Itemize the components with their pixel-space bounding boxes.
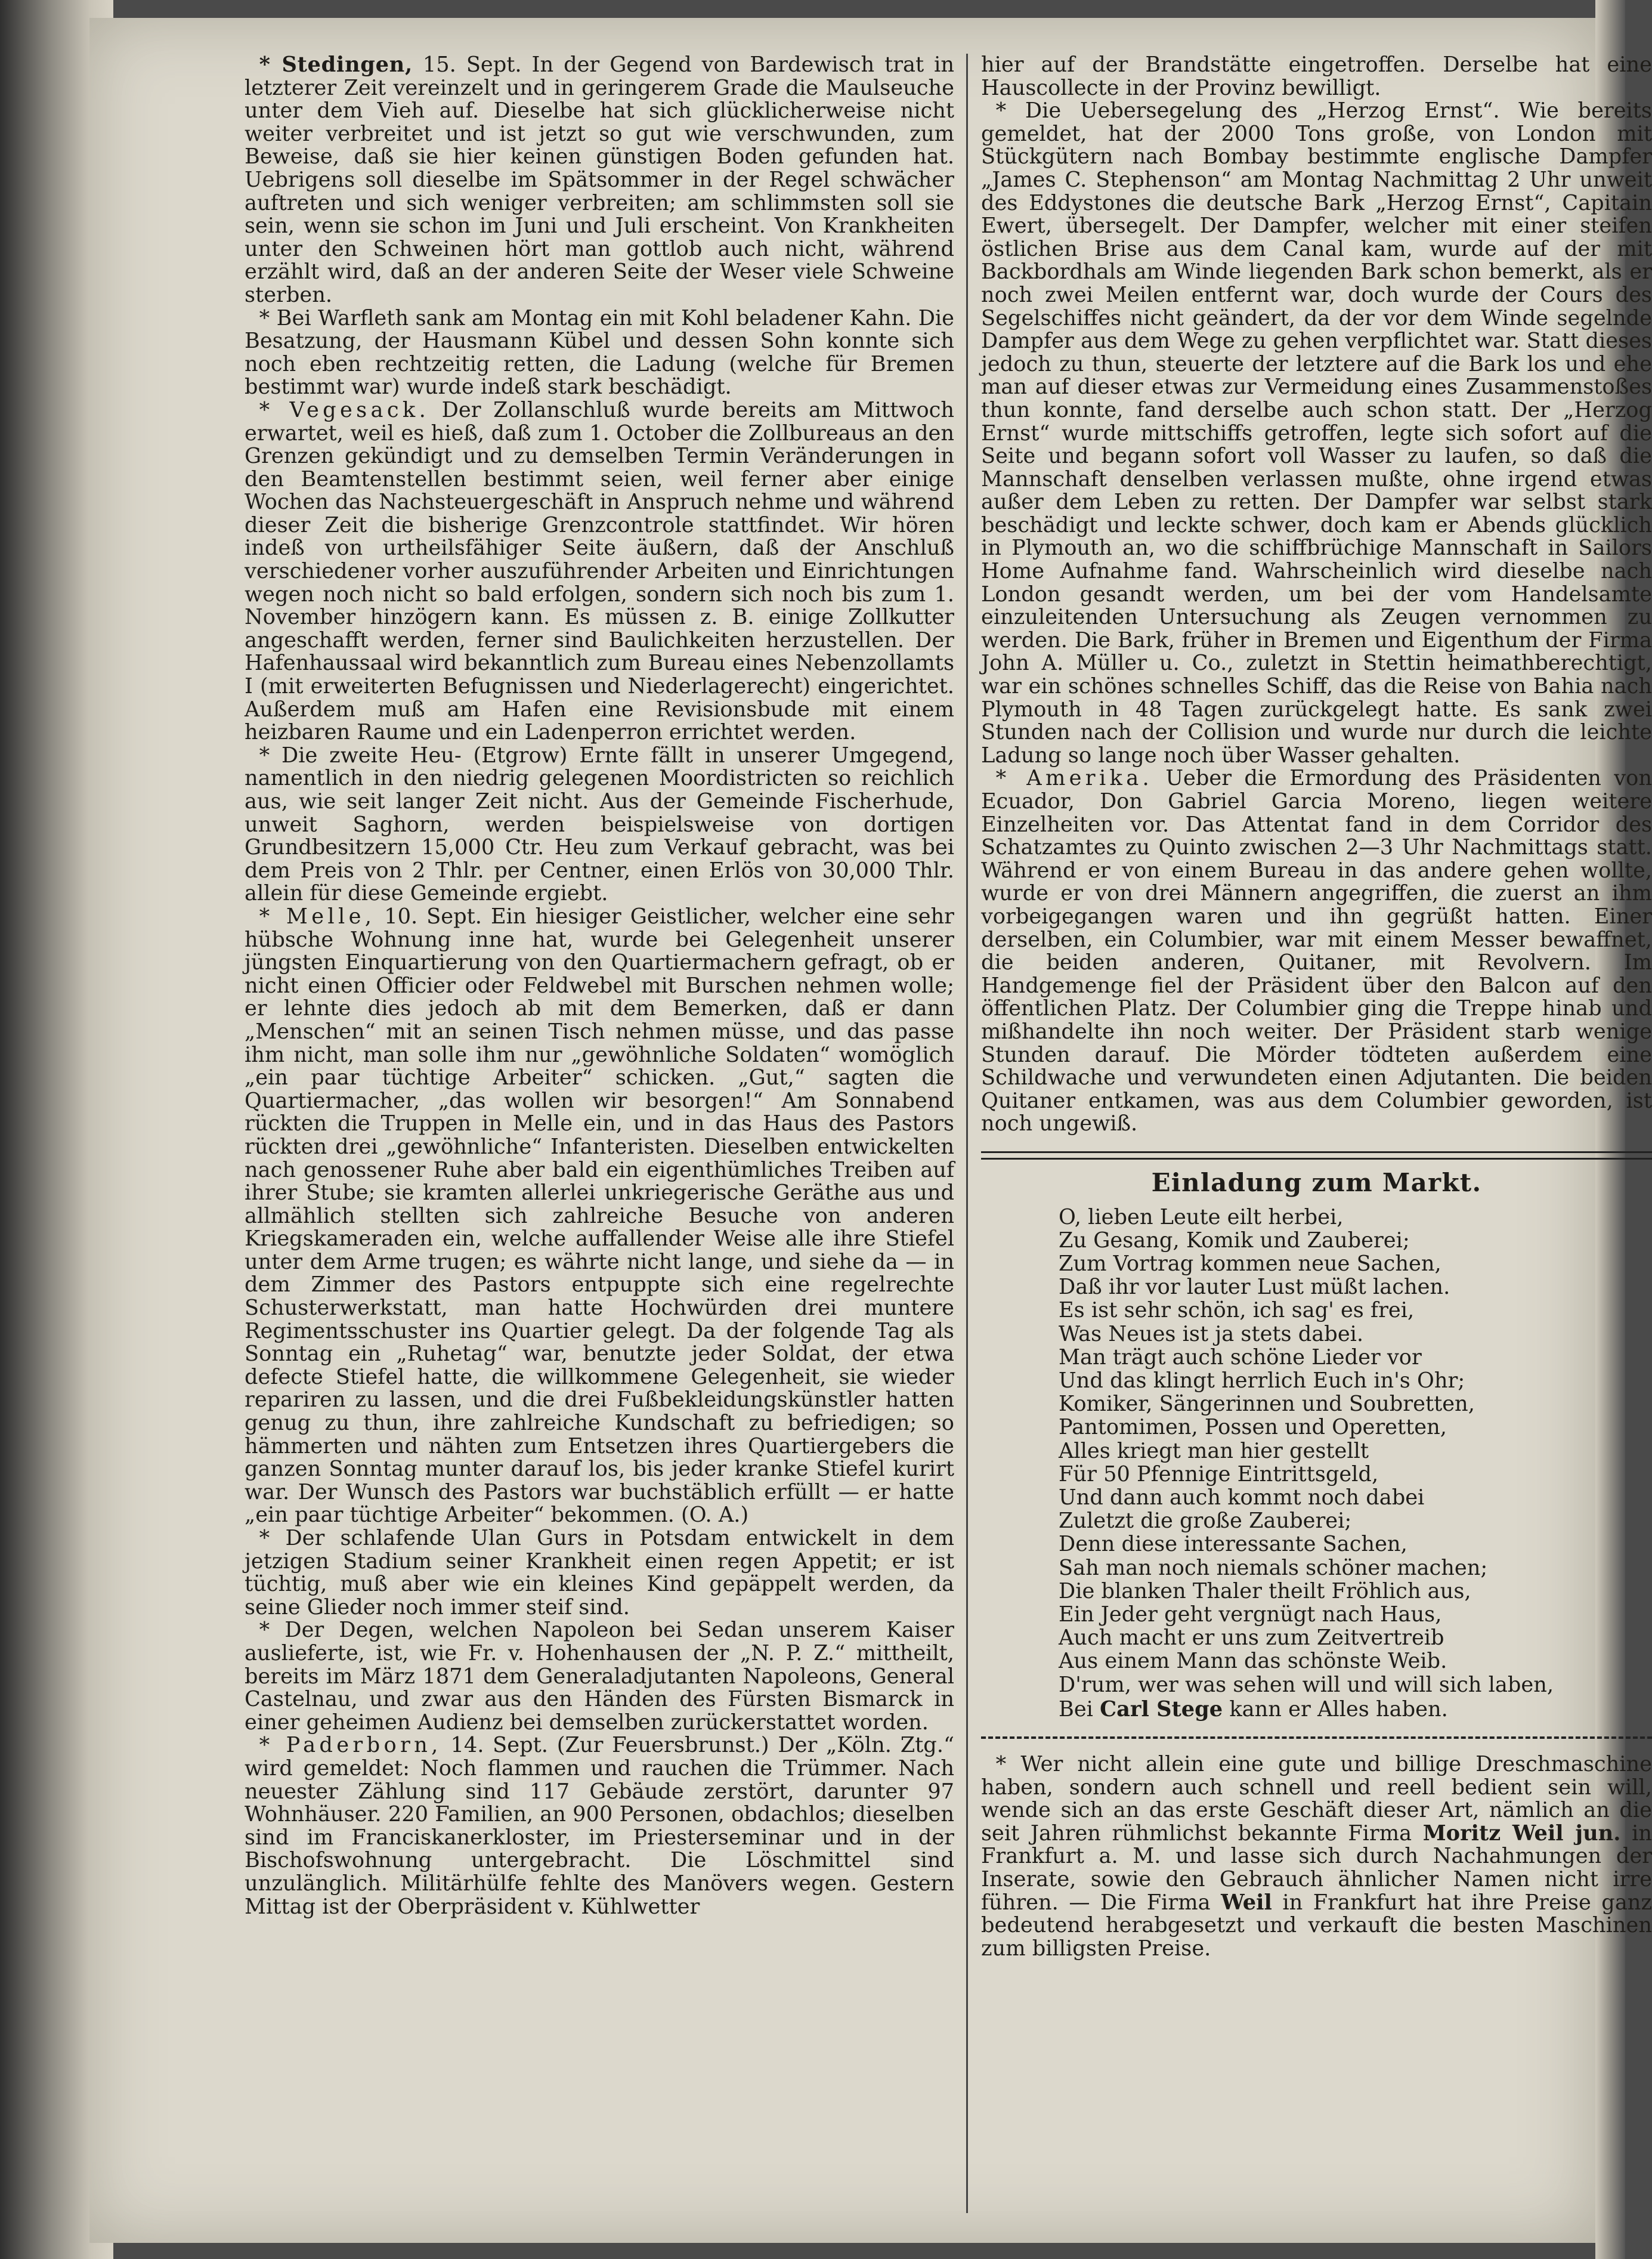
poem-line: Zu Gesang, Komik und Zauberei;: [1059, 1228, 1410, 1253]
poem-line: Sah man noch niemals schöner machen;: [1059, 1555, 1488, 1580]
poem-line: Für 50 Pfennige Eintrittsgeld,: [1059, 1461, 1379, 1487]
column-rule: [966, 54, 968, 2213]
poem-line: Ein Jeder geht vergnügt nach Haus,: [1059, 1602, 1442, 1627]
poem-line: Und dann auch kommt noch dabei: [1059, 1485, 1425, 1510]
poem: [1059, 1206, 1652, 1721]
article-ulan-gurs: * Der schlafende Ulan Gurs in Potsdam entwickelt in dem jetzigen Stadium seiner Krankheit einen regen Appetit; er ist tüchtig, muß aber wie ein kleines Kind gepäppelt werden, da seine Glieder noch immer steif sind.: [245, 1526, 954, 1620]
poem-line: Es ist sehr schön, ich sag' es frei,: [1059, 1298, 1415, 1323]
poem-line: Und das klingt herrlich Euch in's Ohr;: [1059, 1368, 1465, 1393]
poem-line: O, lieben Leute eilt herbei,: [1059, 1204, 1344, 1229]
poem-line: Man trägt auch schöne Lieder vor: [1059, 1345, 1422, 1370]
article-paderborn: * Paderborn, 14. Sept. (Zur Feuersbrunst.) Der „Köln. Ztg.“ wird gemeldet: Noch flammen und rauchen die Trümmer. Nach neuester Zählung sind 117 Gebäude zerstört, darunter 97 Wohnhäuser. 220 Familien, an 900 Personen, obdachlos; dieselben sind im Franciskanerkloster, im Priesterseminar und in der Bischofswohnung untergebracht. Die Löschmittel sind unzulänglich. Militärhülfe fehlte des Manövers wegen. Gestern Mittag ist der Oberpräsident v. Kühlwetter: [245, 1733, 954, 1919]
poem-line: Pantomimen, Possen und Operetten,: [1059, 1415, 1447, 1440]
poem-line: Die blanken Thaler theilt Fröhlich aus,: [1059, 1578, 1471, 1603]
poem-line: Was Neues ist ja stets dabei.: [1059, 1321, 1364, 1346]
poem-line: Zuletzt die große Zauberei;: [1059, 1509, 1352, 1534]
advert-dreschmaschine: * Wer nicht allein eine gute und billige Dreschmaschine haben, sondern auch schnell und reell bedient sein will, wende sich an das erste Geschäft dieser Art, nämlich an die seit Jahren rühmlichst bekannte Firma Moritz Weil jun. in Frankfurt a. M. und lasse sich durch Nachahmungen der Inserate, sowie den Gebrauch ähnlicher Namen nicht irre führen. — Die Firma Weil in Frankfurt hat ihre Preise ganz bedeutend herabgesetzt und verkauft die besten Maschinen zum billigsten Preise.: [981, 1751, 1652, 1961]
poem-title: Einladung zum Markt.: [1151, 1167, 1482, 1197]
article-amerika: * Amerika. Ueber die Ermordung des Präsidenten von Ecuador, Don Gabriel Garcia Moreno, liegen weitere Einzelheiten vor. Das Attentat fand in dem Corridor des Schatzamtes zu Quinto zwischen 2—3 Uhr Nachmittags statt. Während er von einem Bureau in das andere gehen wollte, wurde er von drei Männern angegriffen, die zuerst an ihm vorbeigegangen waren und ihn gegrüßt hatten. Einer derselben, ein Columbier, war mit einem Messer bewaffnet, die beiden anderen, Quitaner, mit Revolvern. Im Handgemenge fiel der Präsident über den Balcon auf den öffentlichen Platz. Der Columbier ging die Treppe hinab und mißhandelte ihn noch weiter. Der Präsident starb wenige Stunden darauf. Die Mörder tödteten außerdem eine Schildwache und verwundeten einen Adjutanten. Die beiden Quitaner entkamen, was aus dem Columbier geworden, ist noch ungewiß.: [981, 766, 1652, 1136]
article-heu-ernte: * Die zweite Heu- (Etgrow) Ernte fällt in unserer Umgegend, namentlich in den niedrig gelegenen Moordistricten so reichlich aus, wie seit langer Zeit nicht. Aus der Gemeinde Fischerhude, unweit Saghorn, werden beispielsweise von dortigen Grundbesitzern 15,000 Ctr. Heu zum Verkauf gebracht, was bei dem Preis von 2 Thlr. per Centner, einen Erlös von 30,000 Thlr. allein für diese Gemeinde ergiebt.: [245, 743, 954, 906]
article-paderborn-cont: hier auf der Brandstätte eingetroffen. Derselbe hat eine Hauscollecte in der Provinz bewilligt.: [981, 52, 1652, 100]
poem-line: Denn diese interessante Sachen,: [1059, 1532, 1407, 1557]
poem-line: D'rum, wer was sehen will und will sich laben,: [1059, 1672, 1554, 1697]
section-divider: [981, 1151, 1652, 1160]
left-column: [245, 54, 954, 1918]
poem-line: Daß ihr vor lauter Lust müßt lachen.: [1059, 1275, 1450, 1300]
poem-line: Alles kriegt man hier gestellt: [1059, 1438, 1369, 1463]
advert-divider: [981, 1736, 1652, 1741]
poem-line: Zum Vortrag kommen neue Sachen,: [1059, 1251, 1441, 1276]
article-warfleth: * Bei Warfleth sank am Montag ein mit Kohl beladener Kahn. Die Besatzung, der Hausmann Kübel und dessen Sohn konnte sich noch eben rechtzeitig retten, die Ladung (welche für Bremen bestimmt war) wurde indeß stark beschädigt.: [245, 305, 955, 400]
article-melle: * Melle, 10. Sept. Ein hiesiger Geistlicher, welcher eine sehr hübsche Wohnung inne hat, wurde bei Gelegenheit unserer jüngsten Einquartierung von den Quartiermachern gefragt, ob er nicht einen Officier oder Feldwebel mit Burschen nehmen wolle; er lehnte dies jedoch ab mit dem Bemerken, daß er dann „Menschen“ mit an seinen Tisch nehmen müsse, und das passe ihm nicht, man solle ihm nur „gewöhnliche Soldaten“ womöglich „ein paar tüchtige Arbeiter“ schicken. „Gut,“ sagten die Quartiermacher, „das wollen wir besorgen!“ Am Sonnabend rückten die Truppen in Melle ein, und in das Haus des Pastors rückten drei „gewöhnliche“ Infanteristen. Dieselben entwickelten nach genossener Ruhe aber bald ein eigenthümliches Treiben auf ihrer Stube; sie kramten allerlei unkriegerische Geräthe aus und allmählich stellten sich zahlreiche Besuche von anderen Kriegskameraden ein, welche auffallender Weise alle ihre Stiefel unter dem Arme trugen; es währte nicht lange, und siehe da — in dem Zimmer des Pastors entpuppte sich eine regelrechte Schusterwerkstatt, man hatte Hochwürden drei muntere Regimentsschuster ins Quartier gelegt. Da der folgende Tag als Sonntag ein „Ruhetag“ war, benutzte jeder Soldat, der etwa defecte Stiefel hatte, die willkommene Gelegenheit, sie wieder repariren zu lassen, und die drei Fußbekleidungskünstler hatten genug zu thun, ihre zahlreiche Kundschaft zu befriedigen; so hämmerten und nähten zum Entsetzen ihres Quartiergebers die ganzen Sonntag munter darauf los, bis jeder kranke Stiefel kurirt war. Der Wunsch des Pastors war buchstäblich erfüllt — er hatte „ein paar tüchtige Arbeiter“ bekommen. (O. A.): [245, 904, 954, 1528]
poem-signature: Bei Carl Stege kann er Alles haben.: [1059, 1696, 1448, 1722]
article-herzog-ernst: * Die Uebersegelung des „Herzog Ernst“. Wie bereits gemeldet, hat der 2000 Tons große, von London mit Stückgütern nach Bombay bestimmte englische Dampfer „James C. Stephenson“ am Montag Nachmittag 2 Uhr unweit des Eddystones die deutsche Bark „Herzog Ernst“, Capitain Ewert, übersegelt. Der Dampfer, welcher mit einer steifen östlichen Brise aus dem Canal kam, wurde auf der mit Backbordhals am Winde liegenden Bark schon bemerkt, als er noch zwei Meilen entfernt war, doch wurde der Cours des Segelschiffes nicht geändert, da der vor dem Winde segelnde Dampfer aus dem Wege zu gehen verpflichtet war. Statt dieses jedoch zu thun, steuerte der letztere auf die Bark los und ehe man auf dieser etwas zur Vermeidung eines Zusammenstoßes thun konnte, fand derselbe auch schon statt. Der „Herzog Ernst“ wurde mittschiffs getroffen, legte sich sofort auf die Seite und begann sofort voll Wasser zu laufen, so daß die Mannschaft denselben verlassen mußte, ohne irgend etwas außer dem Leben zu retten. Der Dampfer war selbst stark beschädigt und leckte schwer, doch kam er Abends glücklich in Plymouth an, wo die schiffbrüchige Mannschaft in Sailors Home Aufnahme fand. Wahrscheinlich wird dieselbe nach London gesandt werden, um bei der vom Handelsamte einzuleitenden Untersuchung als Zeugen vernommen zu werden. Die Bark, früher in Bremen und Eigenthum der Firma John A. Müller u. Co., zuletzt in Stettin heimathberechtigt, war ein schönes schnelles Schiff, das die Reise von Bahia nach Plymouth in 48 Tagen zurückgelegt hatte. Es sank zwei Stunden nach der Collision und wurde nur durch die leichte Ladung so lange noch über Wasser gehalten.: [981, 98, 1652, 768]
article-stedingen: * Stedingen, 15. Sept. In der Gegend von Bardewisch trat in letzterer Zeit vereinzelt und in geringerem Grade die Maulseuche unter dem Vieh auf. Dieselbe hat sich glücklicherweise nicht weiter verbreitet und ist jetzt so gut wie verschwunden, zum Beweise, daß sie hier keinen günstigen Boden gefunden hat. Uebrigens soll dieselbe im Spätsommer in der Regel schwächer auftreten und sich weniger verbreiten; am schlimmsten soll sie sein, wenn sie schon im Juni und Juli erscheint. Von Krankheiten unter den Schweinen hört man gottlob auch nicht, während erzählt wird, daß an der anderen Seite der Weser viele Schweine sterben.: [245, 52, 955, 307]
poem-line: Aus einem Mann das schönste Weib.: [1059, 1649, 1447, 1674]
poem-line: Komiker, Sängerinnen und Soubretten,: [1059, 1392, 1475, 1417]
poem-line: Auch macht er uns zum Zeitvertreib: [1059, 1626, 1444, 1651]
right-column: [981, 54, 1652, 1960]
article-degen: * Der Degen, welchen Napoleon bei Sedan unserem Kaiser auslieferte, ist, wie Fr. v. Hohenhausen der „N. P. Z.“ mittheilt, bereits im März 1871 dem Generaladjutanten Napoleons, General Castelnau, und zwar aus den Händen des Fürsten Bismarck in einer geheimen Audienz bei demselben zurückerstattet worden.: [245, 1618, 954, 1735]
newspaper-page: [89, 18, 1652, 2243]
article-vegesack: * Vegesack. Der Zollanschluß wurde bereits am Mittwoch erwartet, weil es hieß, daß zum 1. October die Zollbureaus an den Grenzen gekündigt und zu demselben Termin Veränderungen in den Beamtenstellen bestimmt seien, weil ferner aber einige Wochen das Nachsteuergeschäft in Anspruch nehme und während dieser Zeit die bisherige Grenzcontrole stattfindet. Wir hören indeß von urtheilsfähiger Seite äußern, daß der Anschluß verschiedener vorher auszuführender Arbeiten und Einrichtungen wegen noch nicht so bald erfolgen, sondern sich noch bis zum 1. November hinzögern kann. Es müssen z. B. einige Zollkutter angeschafft werden, ferner sind Baulichkeiten herzustellen. Der Hafenhaussaal wird bekanntlich zum Bureau eines Nebenzollamts I (mit erweiterten Befugnissen und Niederlagerecht) eingerichtet. Außerdem muß am Hafen eine Revisionsbude mit einem heizbaren Raume und ein Ladenperron errichtet werden.: [245, 397, 955, 745]
